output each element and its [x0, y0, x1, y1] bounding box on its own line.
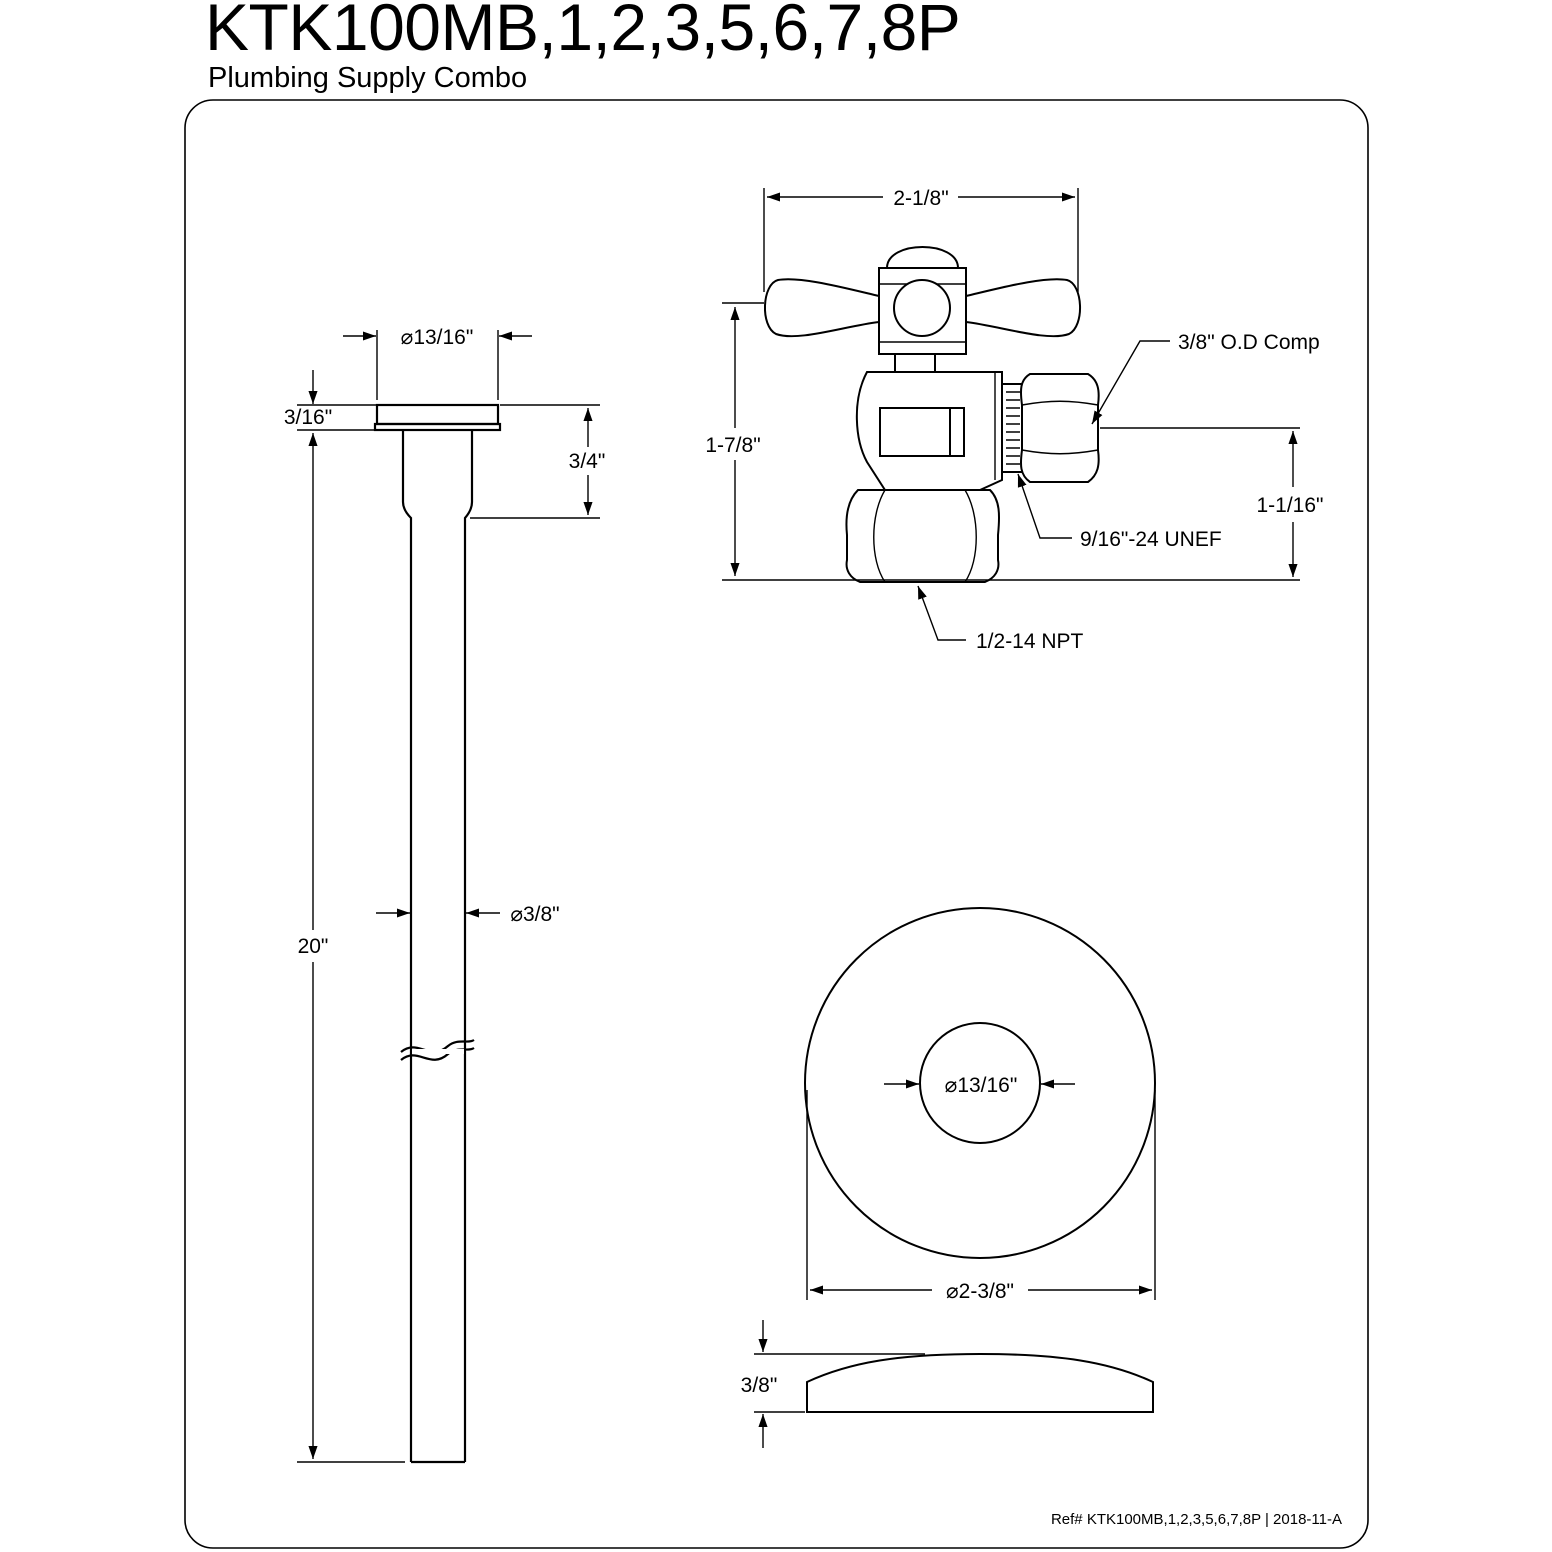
valve-height-label: 1-7/8" [705, 434, 761, 457]
valve-outlet-label: 3/8" O.D Comp [1178, 331, 1320, 354]
tube-flange-height-label: 3/16" [283, 406, 333, 429]
flange-inner-diameter-label: ⌀13/16" [944, 1074, 1018, 1097]
tube-dimensions [297, 330, 600, 1462]
escutcheon-flange [805, 908, 1155, 1412]
tube-neck-length-label: 3/4" [568, 450, 606, 473]
valve-outlet-height-label: 1-1/16" [1256, 494, 1324, 517]
valve-width-label: 2-1/8" [893, 187, 949, 210]
flange-outer-diameter-label: ⌀2-3/8" [946, 1280, 1014, 1303]
reference-number: Ref# KTK100MB,1,2,3,5,6,7,8P | 2018-11-A [1050, 1511, 1342, 1528]
supply-tube [375, 405, 500, 1462]
angle-stop-valve [765, 247, 1099, 582]
product-subtitle: Plumbing Supply Combo [208, 62, 528, 94]
valve-thread-label: 9/16"-24 UNEF [1080, 528, 1222, 551]
flange-height-label: 3/8" [740, 1374, 778, 1397]
product-title: KTK100MB,1,2,3,5,6,7,8P [205, 0, 961, 64]
tube-top-diameter-label: ⌀13/16" [400, 326, 474, 349]
tube-diameter-label: ⌀3/8" [510, 903, 560, 926]
valve-inlet-label: 1/2-14 NPT [976, 630, 1084, 653]
tube-length-label: 20" [297, 935, 329, 958]
